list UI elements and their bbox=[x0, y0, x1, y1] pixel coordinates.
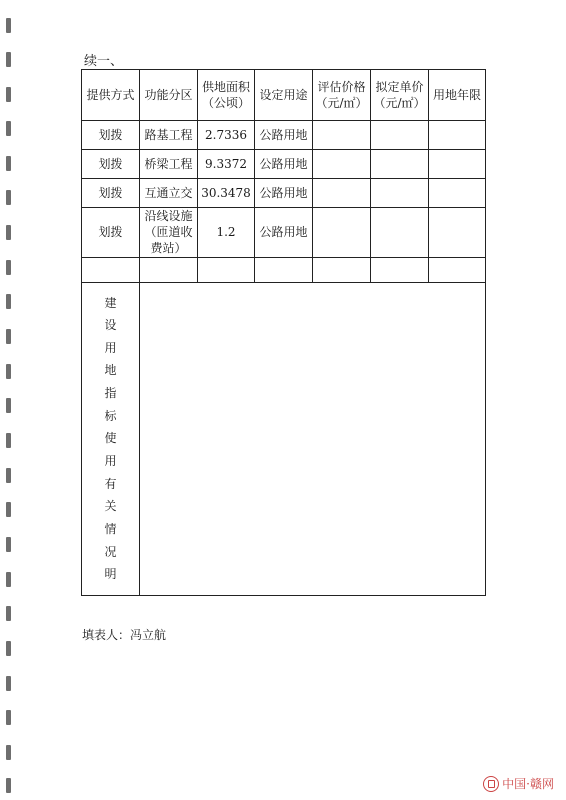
binding-hole bbox=[6, 18, 11, 33]
cell-use: 公路用地 bbox=[255, 150, 313, 179]
notes-label-cell bbox=[82, 282, 140, 595]
cell-method: 划拨 bbox=[82, 208, 140, 258]
cell-term bbox=[429, 179, 486, 208]
notes-label-char: 地 bbox=[104, 363, 117, 378]
binding-hole bbox=[6, 710, 11, 725]
cell-empty bbox=[313, 257, 371, 282]
binding-hole bbox=[6, 364, 11, 379]
notes-label-char: 指 bbox=[104, 386, 117, 401]
notes-label-char: 标 bbox=[104, 408, 117, 423]
cell-method: 划拨 bbox=[82, 179, 140, 208]
notes-label-char: 用 bbox=[104, 340, 117, 355]
cell-area: 9.3372 bbox=[198, 150, 255, 179]
header-area bbox=[198, 70, 255, 121]
cell-eval bbox=[313, 179, 371, 208]
cell-empty bbox=[255, 257, 313, 282]
watermark-logo-icon bbox=[483, 776, 499, 792]
cell-area: 1.2 bbox=[198, 208, 255, 258]
binding-hole bbox=[6, 606, 11, 621]
binding-hole bbox=[6, 260, 11, 275]
binding-hole bbox=[6, 641, 11, 656]
cell-term bbox=[429, 150, 486, 179]
cell-area: 2.7336 bbox=[198, 121, 255, 150]
binding-hole bbox=[6, 52, 11, 67]
notes-label-char: 设 bbox=[104, 318, 117, 333]
cell-zone-line3: 费站） bbox=[150, 241, 187, 256]
table-row bbox=[82, 179, 486, 208]
binding-hole bbox=[6, 156, 11, 171]
cell-term bbox=[429, 121, 486, 150]
binding-hole bbox=[6, 294, 11, 309]
notes-label-char: 情 bbox=[104, 521, 117, 536]
cell-method: 划拨 bbox=[82, 150, 140, 179]
binding-hole bbox=[6, 572, 11, 587]
header-use: 设定用途 bbox=[255, 70, 313, 121]
binding-hole bbox=[6, 398, 11, 413]
cell-zone-line1: 沿线设施 bbox=[144, 209, 193, 223]
cell-eval bbox=[313, 150, 371, 179]
continued-label: 续一、 bbox=[84, 54, 124, 69]
binding-hole bbox=[6, 537, 11, 552]
binding-hole bbox=[6, 225, 11, 240]
header-unit-price bbox=[371, 70, 429, 121]
notes-row bbox=[82, 282, 486, 595]
header-eval-price bbox=[313, 70, 371, 121]
notes-label-char: 建 bbox=[104, 295, 117, 310]
cell-empty bbox=[429, 257, 486, 282]
cell-method: 划拨 bbox=[82, 121, 140, 150]
header-unit-line1: 拟定单价 bbox=[375, 79, 424, 94]
notes-vertical-label bbox=[82, 283, 139, 595]
cell-eval bbox=[313, 208, 371, 258]
binding-hole bbox=[6, 121, 11, 136]
notes-label-char: 有 bbox=[104, 476, 117, 491]
binding-hole bbox=[6, 433, 11, 448]
notes-label-char: 况 bbox=[104, 544, 117, 559]
table-header-row bbox=[82, 70, 486, 121]
cell-use: 公路用地 bbox=[255, 121, 313, 150]
binding-hole bbox=[6, 778, 11, 793]
cell-empty bbox=[82, 257, 140, 282]
cell-use: 公路用地 bbox=[255, 179, 313, 208]
header-function-zone: 功能分区 bbox=[140, 70, 198, 121]
cell-empty bbox=[198, 257, 255, 282]
cell-zone bbox=[140, 208, 198, 258]
binding-hole bbox=[6, 87, 11, 102]
cell-empty bbox=[140, 257, 198, 282]
notes-content-cell bbox=[140, 282, 486, 595]
cell-empty bbox=[371, 257, 429, 282]
header-unit-line2: （元/㎡） bbox=[373, 96, 426, 110]
cell-eval bbox=[313, 121, 371, 150]
binding-hole bbox=[6, 190, 11, 205]
header-supply-method: 提供方式 bbox=[82, 70, 140, 121]
cell-price bbox=[371, 208, 429, 258]
cell-zone: 路基工程 bbox=[140, 121, 198, 150]
cell-term bbox=[429, 208, 486, 258]
filler-label: 填表人：冯立航 bbox=[82, 628, 167, 642]
watermark bbox=[483, 775, 554, 792]
cell-zone: 桥梁工程 bbox=[140, 150, 198, 179]
table-row bbox=[82, 150, 486, 179]
watermark-text: 中国·赣网 bbox=[502, 777, 554, 791]
cell-use: 公路用地 bbox=[255, 208, 313, 258]
header-area-line1: 供地面积 bbox=[201, 79, 250, 94]
header-term: 用地年限 bbox=[429, 70, 486, 121]
binding-hole bbox=[6, 502, 11, 517]
cell-price bbox=[371, 150, 429, 179]
cell-zone-line2: （匝道收 bbox=[144, 225, 193, 240]
binding-hole bbox=[6, 468, 11, 483]
notes-label-char: 关 bbox=[104, 499, 117, 514]
cell-area: 30.3478 bbox=[198, 179, 255, 208]
table-row-empty bbox=[82, 257, 486, 282]
notes-label-char: 明 bbox=[104, 567, 117, 582]
notes-label-char: 使 bbox=[104, 431, 117, 446]
table-row bbox=[82, 208, 486, 258]
cell-zone: 互通立交 bbox=[140, 179, 198, 208]
binding-hole bbox=[6, 676, 11, 691]
notes-label-char: 用 bbox=[104, 454, 117, 469]
binding-hole bbox=[6, 745, 11, 760]
binding-holes bbox=[6, 0, 16, 800]
land-supply-table bbox=[81, 69, 486, 596]
header-eval-line1: 评估价格 bbox=[317, 79, 366, 94]
header-eval-line2: （元/㎡） bbox=[315, 96, 368, 110]
binding-hole bbox=[6, 329, 11, 344]
cell-price bbox=[371, 179, 429, 208]
table-row bbox=[82, 121, 486, 150]
cell-price bbox=[371, 121, 429, 150]
header-area-line2: （公顷） bbox=[201, 96, 250, 110]
